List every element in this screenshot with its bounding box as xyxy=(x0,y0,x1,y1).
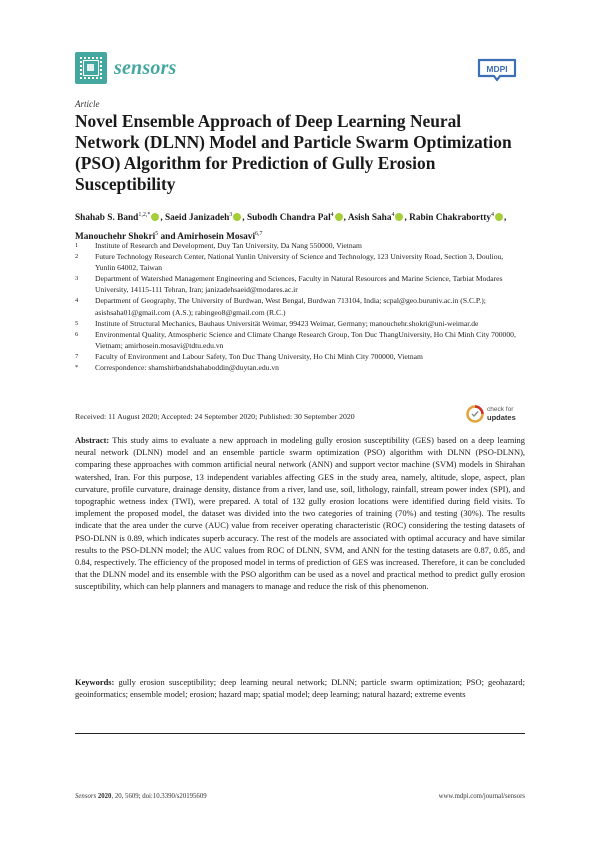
affiliation-number: * xyxy=(75,364,79,372)
journal-url[interactable]: www.mdpi.com/journal/sensors xyxy=(438,793,525,800)
author-affiliation-marker: 4 xyxy=(391,212,395,218)
affiliation-text: Department of Watershed Management Engineering and Sciences, Faculty in Natural Resources and Marine Science, Tarbiat Modares University, 14115-111 Tehran, Iran; janizadehsaeid@modares.ac.ir xyxy=(95,274,503,295)
footer-citation: , 20, 5609; doi:10.3390/s20195609 xyxy=(111,793,207,800)
affiliation-text: Future Technology Research Center, National Yunlin University of Science and Technology, 123 University Road, Section 3, Douliou, Yunlin 64002, Taiwan xyxy=(95,252,504,273)
affiliation-number: 5 xyxy=(75,319,79,327)
publisher-name: MDPI xyxy=(486,64,508,74)
affiliation-item xyxy=(75,351,525,362)
affiliation-text: Institute of Structural Mechanics, Bauhaus Universität Weimar, 99423 Weimar, Germany; manouchehr.shokri@uni-weimar.de xyxy=(95,318,479,328)
author-affiliation-marker: 1,2,* xyxy=(138,212,151,218)
author-affiliation-marker: 6,7 xyxy=(255,231,263,238)
check-updates-line2: updates xyxy=(487,413,516,422)
affiliation-item xyxy=(75,251,525,273)
journal-name: sensors xyxy=(114,56,177,79)
author-name: Rabin Chakrabortty xyxy=(409,213,492,224)
affiliation-text: Faculty of Environment and Labour Safety, Ton Duc Thang University, Ho Chi Minh City 700000, Vietnam xyxy=(95,351,423,361)
author-name: Manouchehr Shokri xyxy=(75,232,156,243)
check-for-updates-badge[interactable] xyxy=(466,403,526,425)
affiliation-item xyxy=(75,295,525,317)
affiliation-list xyxy=(75,240,525,373)
author-name: Asish Saha xyxy=(347,213,392,224)
paper-title: Novel Ensemble Approach of Deep Learning Neural Network (DLNN) Model and Particle Swarm Optimization (PSO) Algorithm for Prediction of Gully Erosion Susceptibility xyxy=(75,111,512,194)
author-affiliation-marker: 5 xyxy=(155,231,159,238)
keywords xyxy=(75,676,525,700)
affiliation-item xyxy=(75,240,525,251)
chip-icon xyxy=(75,52,107,84)
affiliation-text: Correspondence: shamshirbandshahaboddin@duytan.edu.vn xyxy=(95,363,279,373)
affiliation-item xyxy=(75,273,525,295)
author-affiliation-marker: 4 xyxy=(491,212,495,218)
affiliation-number: 2 xyxy=(75,253,79,261)
affiliation-item xyxy=(75,362,525,373)
author-name: Saeid Janizadeh xyxy=(164,213,230,224)
citation-footer xyxy=(75,793,207,800)
footer-journal: Sensors xyxy=(75,793,97,800)
check-updates-icon xyxy=(466,405,484,423)
author-affiliation-marker: 4 xyxy=(330,212,334,218)
abstract-label: Abstract: xyxy=(75,435,110,445)
affiliation-number: 6 xyxy=(75,330,79,338)
footer-year: 2020 xyxy=(97,793,112,800)
affiliation-item xyxy=(75,329,525,351)
affiliation-number: 3 xyxy=(75,275,79,283)
check-updates-line1: check for xyxy=(487,406,514,413)
affiliation-number: 4 xyxy=(75,297,79,305)
abstract-text: This study aims to evaluate a new approach in modeling gully erosion susceptibility (GES) based on a deep learning neural network (DLNN) model and an ensemble particle swarm optimization (PSO) algorithm with DLNN (PSO-DLNN), comparing these approaches with common artificial neural network (ANN) and support vector machine (SVM) models in Shirahan watershed, Iran. For this purpose, 13 independent variables affecting GES in the study area, namely, altitude, slope, aspect, plan curvature, profile curvature, drainage density, distance from a river, land use, soil, lithology, rainfall, stream power index (SPI), and topographic wetness index (TWI), were prepared. A total of 132 gully erosion locations were identified during field visits. To implement the proposed model, the dataset was divided into the two categories of training (70%) and testing (30%). The results indicate that the area under the curve (AUC) value from receiver operating characteristic (ROC) considering the testing datasets of PSO-DLNN is 0.89, which indicates superb accuracy. The rest of the models are associated with optimal accuracy and have similar results to the PSO-DLNN model; the AUC values from ROC of DLNN, SVM, and ANN for the testing datasets are 0.87, 0.85, and 0.84, respectively. The efficiency of the proposed model in terms of prediction of GES was increased. Therefore, it can be concluded that the DLNN model and its ensemble with the PSO algorithm can be used as a novel and practical method to predict gully erosion susceptibility, which can help planners and managers to manage and reduce the risk of this phenomenon. xyxy=(75,435,525,592)
orcid-icon[interactable] xyxy=(151,213,159,221)
author-name: Amirhosein Mosavi xyxy=(177,232,256,243)
author-name: Shahab S. Band xyxy=(75,213,139,224)
author-affiliation-marker: 3 xyxy=(229,212,233,218)
orcid-icon[interactable] xyxy=(233,213,241,221)
affiliation-text: Environmental Quality, Atmospheric Science and Climate Change Research Group, Ton Duc ThangUniversity, Ho Chi Minh City 700000, Vietnam; amirhosein.mosavi@tdtu.edu.vn xyxy=(95,329,516,350)
abstract xyxy=(75,434,525,593)
orcid-icon[interactable] xyxy=(335,213,343,221)
author-name: Subodh Chandra Pal xyxy=(246,213,331,224)
journal-logo xyxy=(75,52,177,84)
affiliation-text: Department of Geography, The University of Burdwan, West Bengal, Burdwan 713104, India; scpal@geo.buruniv.ac.in (S.C.P.); asishsaha01@gmail.com (A.S.); rabingeo8@gmail.com (R.C.) xyxy=(95,296,486,317)
affiliation-number: 7 xyxy=(75,352,79,360)
divider xyxy=(75,733,525,734)
orcid-icon[interactable] xyxy=(495,213,503,221)
mdpi-logo xyxy=(476,56,518,82)
article-type: Article xyxy=(75,99,100,109)
keywords-label: Keywords: xyxy=(75,677,115,687)
publication-dates: Received: 11 August 2020; Accepted: 24 September 2020; Published: 30 September 2020 xyxy=(75,412,355,421)
affiliation-number: 1 xyxy=(75,242,79,249)
affiliation-item xyxy=(75,318,525,329)
keywords-text: gully erosion susceptibility; deep learning neural network; DLNN; particle swarm optimization; PSO; geohazard; geoinformatics; ensemble model; erosion; hazard map; spatial model; deep learning; natural hazard; extreme events xyxy=(75,677,525,700)
orcid-icon[interactable] xyxy=(395,213,403,221)
affiliation-text: Institute of Research and Development, Duy Tan University, Da Nang 550000, Vietnam xyxy=(95,241,362,250)
author-list: Shahab S. Band$^{1,2,*}$ , Saeid Janizadeh$^3$ , Subodh Chandra Pal$^4$ , Asish Saha$^4$ , Rabin Chakrabortty$^4$ , Manouchehr Shokri$^5$ and Amirhosein Mosavi$^{6,7}$ xyxy=(75,212,507,243)
